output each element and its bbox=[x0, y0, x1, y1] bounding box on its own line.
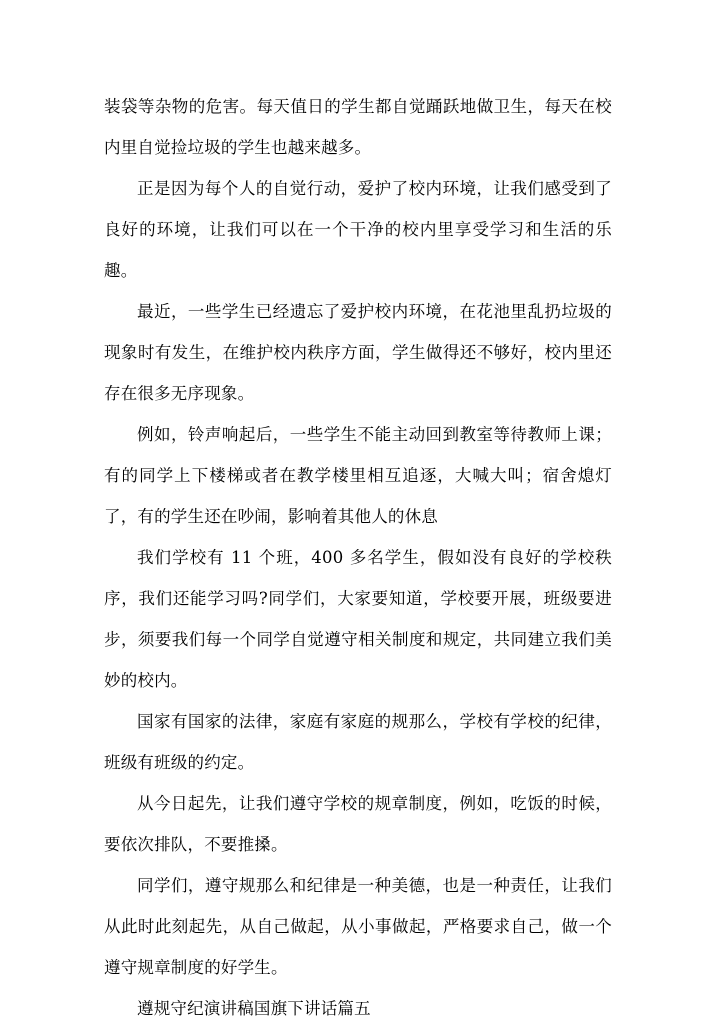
paragraph: 国家有国家的法律，家庭有家庭的规那么，学校有学校的纪律，班级有班级的约定。 bbox=[104, 712, 612, 772]
paragraph: 我们学校有 11 个班，400 多名学生，假如没有良好的学校秩序，我们还能学习吗?同学们，大家要知道，学校要开展，班级要进步，须要我们每一个同学自觉遵守相关制度和规定，共同建立我们美妙的校内。 bbox=[104, 548, 612, 690]
paragraph: 正是因为每个人的自觉行动，爱护了校内环境，让我们感受到了良好的环境，让我们可以在一个干净的校内里享受学习和生活的乐趣。 bbox=[104, 179, 612, 280]
paragraph: 从今日起先，让我们遵守学校的规章制度，例如，吃饭的时候，要依次排队，不要推搡。 bbox=[104, 794, 612, 854]
paragraph: 装袋等杂物的危害。每天值日的学生都自觉踊跃地做卫生，每天在校内里自觉捡垃圾的学生也越来越多。 bbox=[104, 97, 612, 157]
paragraph: 例如，铃声响起后，一些学生不能主动回到教室等待教师上课；有的同学上下楼梯或者在教学楼里相互追逐，大喊大叫；宿舍熄灯了，有的学生还在吵闹，影响着其他人的休息 bbox=[104, 425, 612, 526]
paragraph: 最近，一些学生已经遗忘了爱护校内环境，在花池里乱扔垃圾的现象时有发生，在维护校内秩序方面，学生做得还不够好，校内里还存在很多无序现象。 bbox=[104, 302, 612, 403]
section-heading: 遵规守纪演讲稿国旗下讲话篇五 bbox=[137, 999, 371, 1018]
paragraph: 同学们，遵守规那么和纪律是一种美德，也是一种责任，让我们从此时此刻起先，从自己做起，从小事做起，严格要求自己，做一个遵守规章制度的好学生。 bbox=[104, 876, 612, 977]
document-body bbox=[104, 86, 612, 1029]
